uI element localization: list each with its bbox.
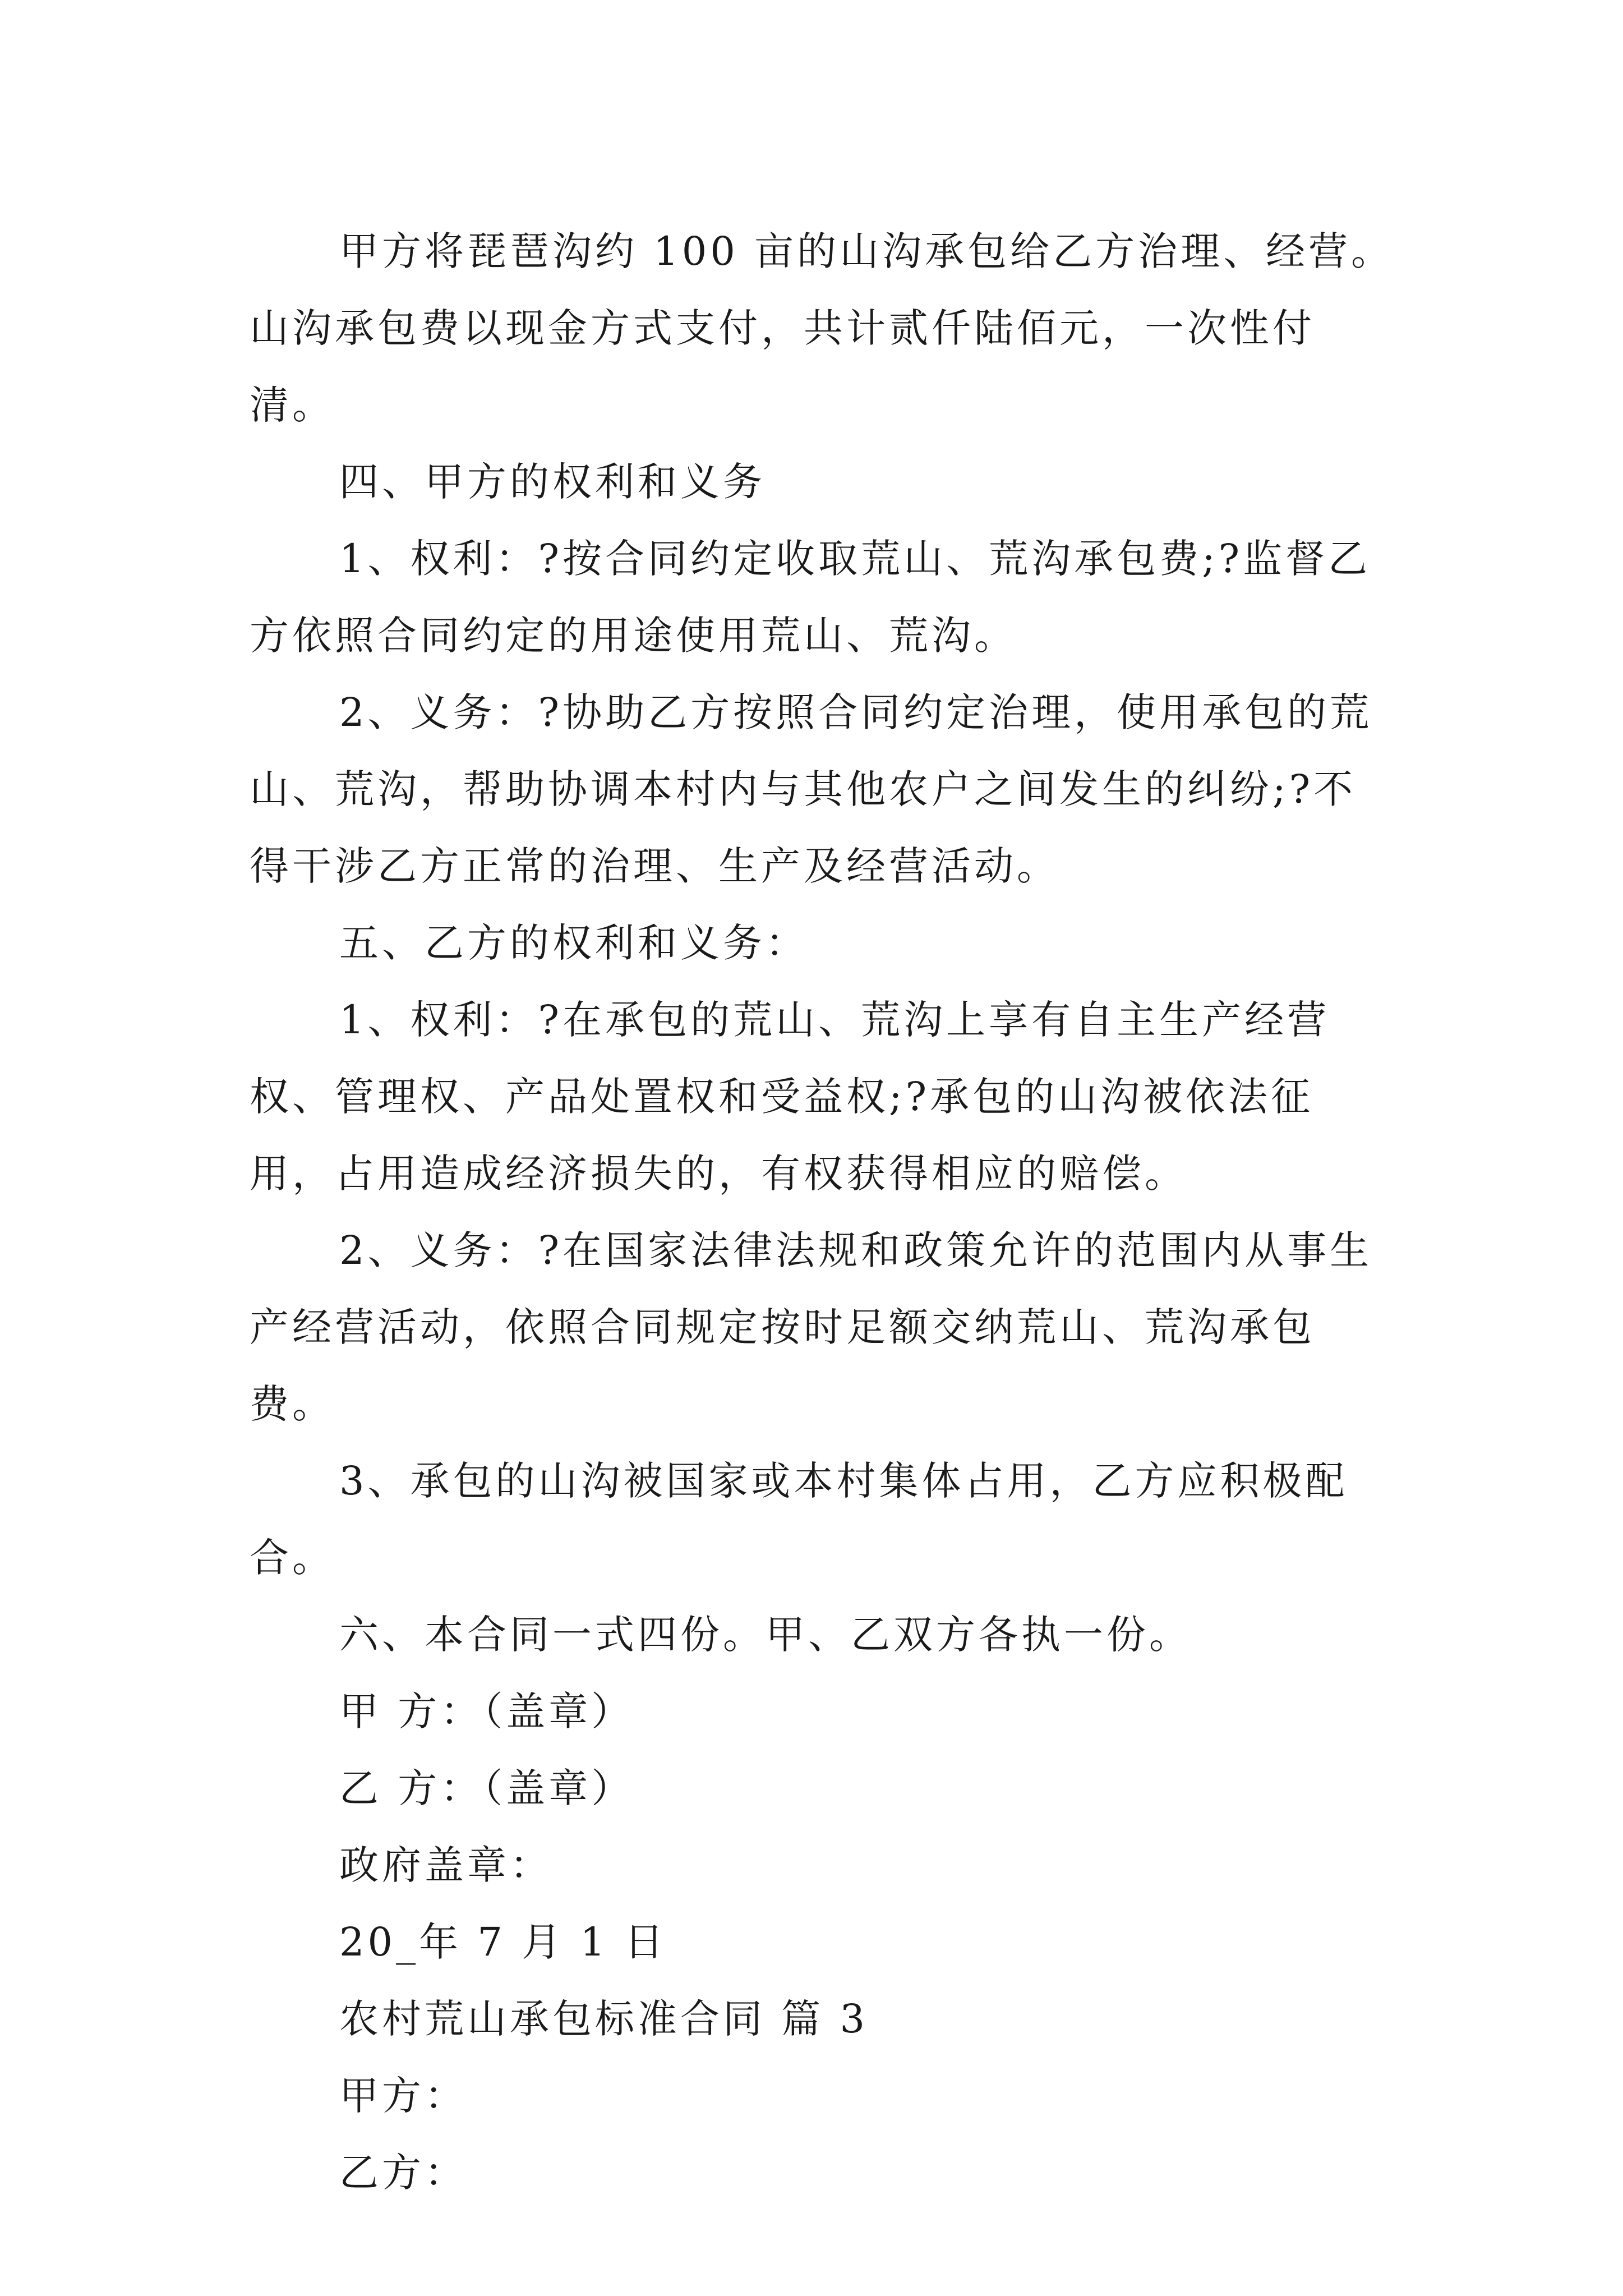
contract-date: 20_年 7 月 1 日 bbox=[339, 1919, 667, 1965]
heading-party-a-rights: 四、甲方的权利和义务 bbox=[339, 459, 766, 505]
paragraph-party-a-rights: 1、权利：?按合同约定收取荒山、荒沟承包费;?监督乙方依照合同约定的用途使用荒山、荒沟。 bbox=[250, 536, 1371, 659]
paragraph-party-b-rights: 1、权利：?在承包的荒山、荒沟上享有自主生产经营权、管理权、产品处置权和受益权;?承包的山沟被依法征用，占用造成经济损失的，有权获得相应的赔偿。 bbox=[250, 997, 1330, 1197]
party-b-label: 乙方： bbox=[339, 2150, 467, 2196]
section-title: 农村荒山承包标准合同 篇 3 bbox=[339, 1996, 869, 2042]
document-body bbox=[250, 213, 1396, 2211]
party-a-label: 甲方： bbox=[339, 2073, 467, 2119]
signature-party-a: 甲 方：（盖章） bbox=[339, 1688, 634, 1734]
signature-party-b: 乙 方：（盖章） bbox=[339, 1765, 634, 1811]
paragraph-contract-scope: 甲方将琵琶沟约 100 亩的山沟承包给乙方治理、经营。山沟承包费以现金方式支付，共计贰仟陆佰元，一次性付清。 bbox=[250, 228, 1394, 428]
signature-government: 政府盖章： bbox=[339, 1842, 552, 1888]
heading-party-b-rights: 五、乙方的权利和义务： bbox=[339, 920, 808, 966]
paragraph-land-occupation: 3、承包的山沟被国家或本村集体占用，乙方应积极配合。 bbox=[250, 1458, 1348, 1581]
paragraph-party-b-duties: 2、义务：?在国家法律法规和政策允许的范围内从事生产经营活动，依照合同规定按时足额交纳荒山、荒沟承包费。 bbox=[250, 1227, 1373, 1427]
paragraph-copies: 六、本合同一式四份。甲、乙双方各执一份。 bbox=[339, 1612, 1192, 1658]
paragraph-party-a-duties: 2、义务：?协助乙方按照合同约定治理，使用承包的荒山、荒沟，帮助协调本村内与其他农户之间发生的纠纷;?不得干涉乙方正常的治理、生产及经营活动。 bbox=[250, 689, 1373, 889]
